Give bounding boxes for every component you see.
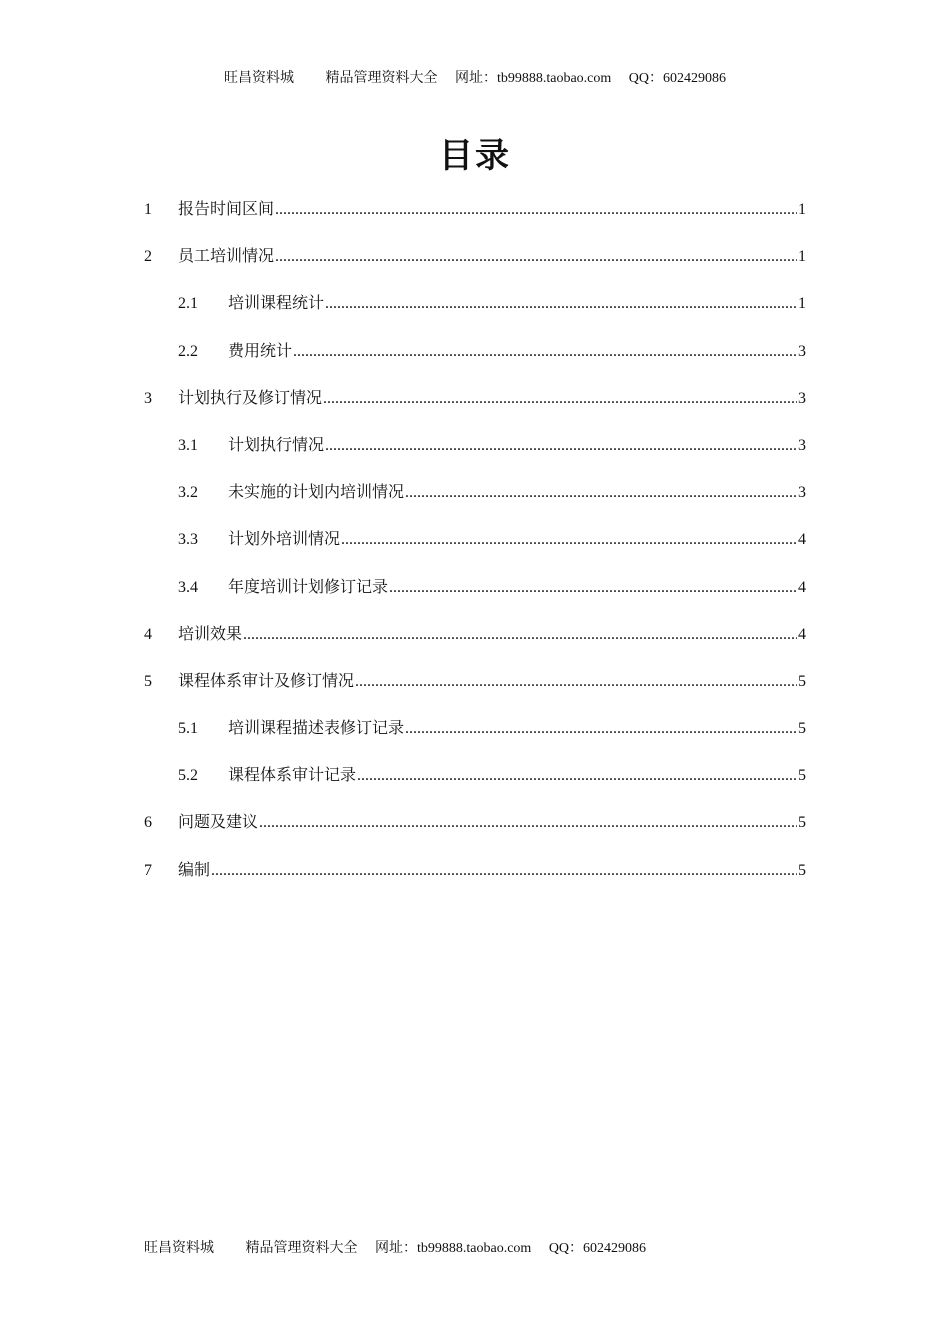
footer-qq: QQ：602429086 (548, 1241, 647, 1256)
toc-number: 6 (144, 814, 152, 832)
toc-page: 1 (798, 201, 806, 218)
toc-number: 5.2 (178, 767, 198, 785)
page-footer (144, 1237, 646, 1257)
toc-label: 年度培训计划修订记录 (228, 578, 389, 596)
toc-leader (323, 388, 797, 410)
toc-label: 员工培训情况 (178, 248, 275, 266)
toc-leader (243, 624, 797, 646)
toc-number: 5.1 (178, 720, 198, 738)
toc-leader (405, 718, 797, 740)
header-site: 网址：tb99888.taobao.com (454, 71, 612, 86)
toc-number: 3.2 (178, 484, 198, 502)
toc-leader (405, 482, 797, 504)
toc-page: 5 (798, 767, 806, 785)
toc-entry-3-4[interactable] (144, 577, 806, 624)
toc-number: 3.1 (178, 436, 198, 454)
toc-leader (325, 435, 797, 457)
toc-leader (275, 246, 797, 268)
toc-entry-3[interactable] (144, 388, 806, 435)
toc-number: 7 (144, 861, 152, 879)
toc-page: 4 (798, 531, 806, 549)
toc-page: 3 (798, 436, 806, 454)
toc-label: 费用统计 (228, 342, 293, 360)
toc-page: 1 (798, 295, 806, 313)
toc-label: 课程体系审计记录 (228, 767, 357, 785)
toc-number: 2 (144, 248, 152, 266)
toc-entry-5-2[interactable] (144, 765, 806, 812)
toc-page: 3 (798, 342, 806, 360)
footer-store: 旺昌资料城 (144, 1241, 214, 1256)
toc-entry-2-1[interactable] (144, 293, 806, 340)
toc-entry-5[interactable] (144, 671, 806, 718)
toc-leader (275, 199, 797, 221)
toc-leader (389, 577, 797, 599)
toc-page: 5 (798, 672, 806, 690)
toc-page: 4 (798, 578, 806, 596)
toc-number: 3.3 (178, 531, 198, 549)
toc-entry-7[interactable] (144, 860, 806, 907)
toc-label: 培训课程统计 (228, 295, 325, 313)
toc-entry-2-2[interactable] (144, 341, 806, 388)
toc-leader (355, 671, 797, 693)
toc-number: 2.2 (178, 342, 198, 360)
header-store: 旺昌资料城 (223, 71, 294, 86)
toc-label: 报告时间区间 (178, 201, 275, 218)
toc-page: 5 (798, 861, 806, 879)
toc-number: 2.1 (178, 295, 198, 313)
toc-number: 3.4 (178, 578, 198, 596)
toc-page: 4 (798, 625, 806, 643)
toc-leader (341, 529, 797, 551)
toc-entry-1[interactable] (144, 199, 806, 246)
toc-entry-6[interactable] (144, 812, 806, 859)
toc-label: 培训效果 (178, 625, 243, 643)
toc-entry-4[interactable] (144, 624, 806, 671)
footer-site: 网址：tb99888.taobao.com (375, 1241, 532, 1256)
toc-label: 计划执行情况 (228, 436, 325, 454)
toc-label: 计划外培训情况 (228, 531, 341, 549)
toc-entry-5-1[interactable] (144, 718, 806, 765)
header-qq: QQ：602429086 (628, 71, 727, 86)
toc-leader (325, 293, 797, 315)
toc-number: 1 (144, 201, 152, 218)
page-header (0, 67, 950, 87)
toc-label: 课程体系审计及修订情况 (178, 672, 355, 690)
toc-leader (211, 860, 797, 882)
header-slogan: 精品管理资料大全 (325, 71, 438, 86)
toc-page: 5 (798, 814, 806, 832)
toc-number: 3 (144, 389, 152, 407)
toc-label: 未实施的计划内培训情况 (228, 484, 405, 502)
toc-page: 3 (798, 484, 806, 502)
toc-number: 4 (144, 625, 152, 643)
toc-entry-3-1[interactable] (144, 435, 806, 482)
table-of-contents (144, 199, 806, 907)
toc-leader (259, 812, 797, 834)
toc-page: 1 (798, 248, 806, 266)
toc-title: 目录 (439, 136, 511, 176)
toc-label: 问题及建议 (178, 814, 259, 832)
toc-leader (357, 765, 797, 787)
footer-slogan: 精品管理资料大全 (245, 1241, 358, 1256)
toc-entry-3-2[interactable] (144, 482, 806, 529)
toc-page: 3 (798, 389, 806, 407)
toc-number: 5 (144, 672, 152, 690)
toc-page: 5 (798, 720, 806, 738)
toc-entry-3-3[interactable] (144, 529, 806, 576)
toc-label: 计划执行及修订情况 (178, 389, 323, 407)
toc-label: 培训课程描述表修订记录 (228, 720, 405, 738)
toc-entry-2[interactable] (144, 246, 806, 293)
toc-leader (293, 341, 797, 363)
toc-label: 编制 (178, 861, 211, 879)
